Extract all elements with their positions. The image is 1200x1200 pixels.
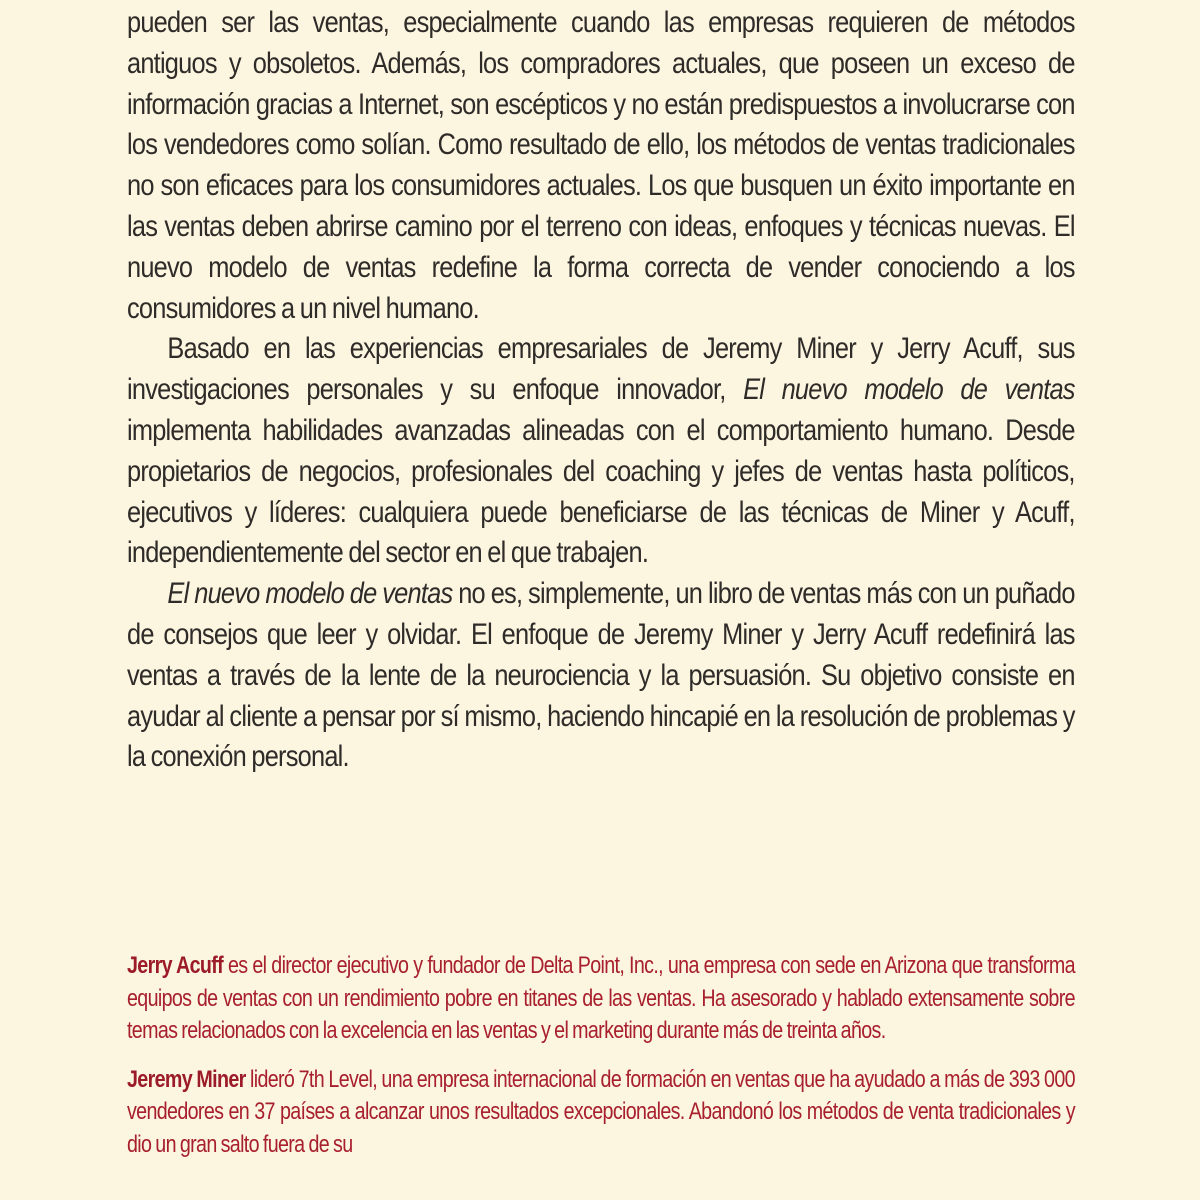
author-name: Jeremy Miner bbox=[127, 1065, 246, 1093]
paragraph-2-intro: Basado en las experiencias empresariales de Jeremy Miner y Jerry Acuff, sus investigaciones personales y su enfoque innovador, bbox=[127, 332, 1075, 407]
book-title-italic: El nuevo modelo de ventas bbox=[167, 577, 453, 611]
paragraph-1: pueden ser las ventas, especialmente cuando las empresas requieren de métodos antiguos y obsoletos. Además, los compradores actuales, que poseen un exceso de información gracias a Internet, son escépticos y no están predispuestos a involucrarse con los vendedores como solían. Como resultado de ello, los métodos de ventas tradicionales no son eficaces para los consumidores actuales. Los que busquen un éxito importante en las ventas deben abrirse camino por el terreno con ideas, enfoques y técnicas nuevas. El nuevo modelo de ventas redefine la forma correcta de vender conociendo a los consumidores a un nivel humano. bbox=[127, 6, 1075, 325]
author-bios-inner bbox=[127, 950, 1075, 1161]
book-title-italic: El nuevo modelo de ventas bbox=[743, 373, 1075, 407]
paragraph-2 bbox=[127, 329, 1075, 574]
author-bio-text: es el director ejecutivo y fundador de Delta Point, Inc., una empresa con sede en Arizona que transforma equipos de ventas con un rendimiento pobre en titanes de las ventas. Ha asesorado y hablado extensamente sobre temas relacionados con la excelencia en las ventas y el marketing durante más de treinta años. bbox=[127, 952, 1075, 1044]
author-bio-text: lideró 7th Level, una empresa internacional de formación en ventas que ha ayudado a más de 393 000 vendedores en 37 países a alcanzar unos resultados excepcionales. Abandonó los métodos de venta tradicionales y dio un gran salto fuera de su bbox=[127, 1065, 1075, 1158]
author-bios bbox=[127, 950, 1075, 1177]
book-back-cover-text bbox=[127, 0, 1075, 778]
paragraph-2-rest: implementa habilidades avanzadas alineadas con el comportamiento humano. Desde propietarios de negocios, profesionales del coaching y jefes de ventas hasta políticos, ejecutivos y líderes: cualquiera puede beneficiarse de las técnicas de Miner y Acuff, independientemente del sector en el que trabajen. bbox=[127, 413, 1075, 570]
author-bio-jeremy-miner bbox=[127, 1064, 1075, 1162]
paragraph-3 bbox=[127, 574, 1075, 778]
paragraph-3-rest: no es, simplemente, un libro de ventas más con un puñado de consejos que leer y olvidar. El enfoque de Jeremy Miner y Jerry Acuff redefinirá las ventas a través de la lente de la neurociencia y la persuasión. Su objetivo consiste en ayudar al cliente a pensar por sí mismo, haciendo hincapié en la resolución de problemas y la conexión personal. bbox=[127, 577, 1075, 774]
author-name: Jerry Acuff bbox=[127, 952, 224, 979]
author-bio-jerry-acuff bbox=[127, 950, 1075, 1048]
main-description bbox=[127, 3, 1075, 778]
